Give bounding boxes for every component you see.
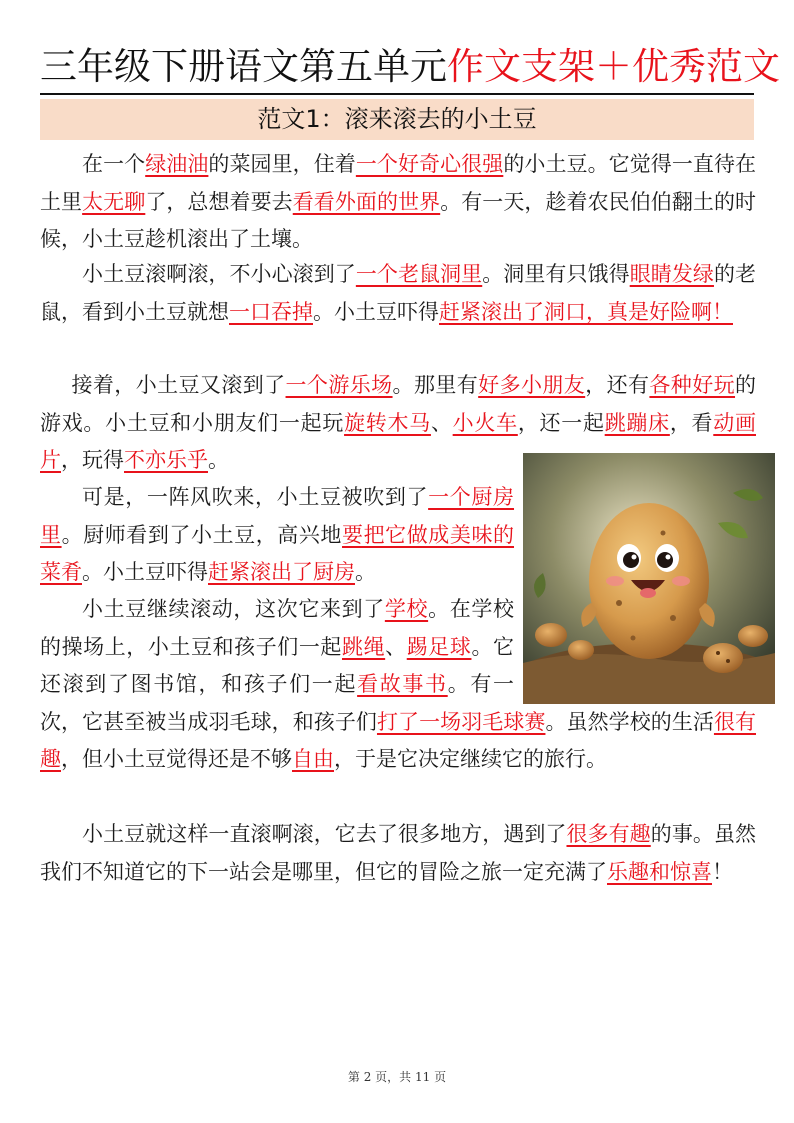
highlighted-phrase: 好多小朋友 <box>478 373 586 397</box>
highlighted-phrase: 不亦乐乎 <box>124 448 208 473</box>
highlighted-phrase: 一口吞掉 <box>229 299 313 324</box>
body-text: 。厨师看到了小土豆，高兴地 <box>61 522 343 547</box>
body-text: ，玩得 <box>61 448 124 473</box>
paragraph-1 <box>40 146 756 259</box>
highlighted-phrase: 学校 <box>384 597 429 621</box>
highlighted-phrase: 动画片 <box>40 410 756 473</box>
body-text: 。那里有 <box>392 373 479 397</box>
highlighted-phrase: 很有趣 <box>40 709 756 772</box>
body-text: ，还一起 <box>517 410 605 435</box>
title-highlight: 作文支架＋优秀范文 <box>447 45 780 88</box>
highlighted-phrase: 绿油油 <box>145 152 209 176</box>
body-text: 、 <box>430 410 453 435</box>
highlighted-phrase: 眼睛发绿 <box>629 262 714 286</box>
body-text: 。 <box>208 448 229 473</box>
body-text: 。它还滚到了图书馆，和孩子们一起 <box>40 634 515 697</box>
highlighted-phrase: 一个好奇心很强 <box>355 152 504 176</box>
body-text: 。有一次，它甚至被当成羽毛球，和孩子们 <box>40 672 515 734</box>
highlighted-phrase: 打了一场羽毛球赛 <box>376 709 546 734</box>
highlighted-phrase: 小火车 <box>452 410 518 435</box>
highlighted-phrase: 旋转木马 <box>344 410 431 435</box>
body-text: ！ <box>712 859 733 884</box>
highlighted-phrase: 一个游乐场 <box>285 373 393 397</box>
body-text: 小土豆就这样一直滚啊滚，它去了很多地方，遇到了 <box>82 822 567 846</box>
body-text: 的老鼠，看到小土豆就想 <box>40 262 757 324</box>
highlighted-phrase: 自由 <box>292 747 334 772</box>
highlighted-phrase: 一个老鼠洞里 <box>355 262 483 286</box>
body-text: 在一个 <box>82 152 146 176</box>
body-text: 。小土豆吓得 <box>313 299 439 324</box>
body-text: 了，总想着要去 <box>145 189 293 214</box>
highlighted-phrase: 要把它做成美味的菜肴 <box>40 522 515 585</box>
body-text: ，看 <box>669 410 714 435</box>
paragraph-2 <box>40 256 756 331</box>
page-footer: 第 2 页，共 11 页 <box>347 1070 447 1084</box>
body-text: 小土豆继续滚动，这次它来到了 <box>82 597 385 621</box>
body-text: 的游戏。小土豆和小朋友们一起玩 <box>40 373 757 435</box>
highlighted-phrase: 太无聊 <box>82 189 146 214</box>
highlighted-phrase: 看故事书 <box>357 672 448 697</box>
highlighted-phrase: 各种好玩 <box>649 373 736 397</box>
body-text: 。小土豆吓得 <box>82 560 208 585</box>
body-text: 的事。虽然我们不知道它的下一站会是哪里，但它的冒险之旅一定充满了 <box>40 822 757 884</box>
body-text: 、 <box>385 634 407 659</box>
highlighted-phrase: 赶紧滚出了厨房 <box>208 560 355 585</box>
body-text: 接着，小土豆又滚到了 <box>71 373 286 397</box>
body-text: 的小土豆。它觉得一直待在土里 <box>40 152 757 214</box>
paragraph-4 <box>40 479 514 592</box>
body-text: 小土豆滚啊滚，不小心滚到了 <box>82 262 356 286</box>
page-title <box>40 42 780 92</box>
highlighted-phrase: 跳蹦床 <box>604 410 670 435</box>
highlighted-phrase: 一个厨房里 <box>40 485 515 547</box>
body-text: 。在学校的操场上，小土豆和孩子们一起 <box>40 597 515 659</box>
title-main: 三年级下册语文第五单元 <box>40 45 447 88</box>
body-text: 。有一天，趁着农民伯伯翻土的时候，小土豆趁机滚出了土壤。 <box>40 189 757 252</box>
potato-illustration <box>523 453 775 704</box>
highlighted-phrase: 很多有趣 <box>566 822 651 846</box>
highlighted-phrase: 踢足球 <box>406 634 472 659</box>
title-underline <box>40 93 754 95</box>
body-text: 。 <box>355 560 376 585</box>
body-text: 的菜园里，住着 <box>208 152 356 176</box>
highlighted-phrase: 乐趣和惊喜 <box>607 859 712 884</box>
highlighted-phrase: 赶紧滚出了洞口，真是好险啊！ <box>439 299 733 324</box>
body-text: ，还有 <box>585 373 650 397</box>
highlighted-phrase: 跳绳 <box>342 634 386 659</box>
paragraph-6 <box>40 816 756 891</box>
body-text: ，于是它决定继续它的旅行。 <box>334 747 607 772</box>
body-text: ，但小土豆觉得还是不够 <box>61 747 292 772</box>
essay-heading: 范文1：滚来滚去的小土豆 <box>40 99 754 140</box>
body-text: 。洞里有只饿得 <box>482 262 630 286</box>
body-text: 。虽然学校的生活 <box>545 709 714 734</box>
body-text: 可是，一阵风吹来，小土豆被吹到了 <box>82 485 429 509</box>
highlighted-phrase: 看看外面的世界 <box>292 189 441 214</box>
